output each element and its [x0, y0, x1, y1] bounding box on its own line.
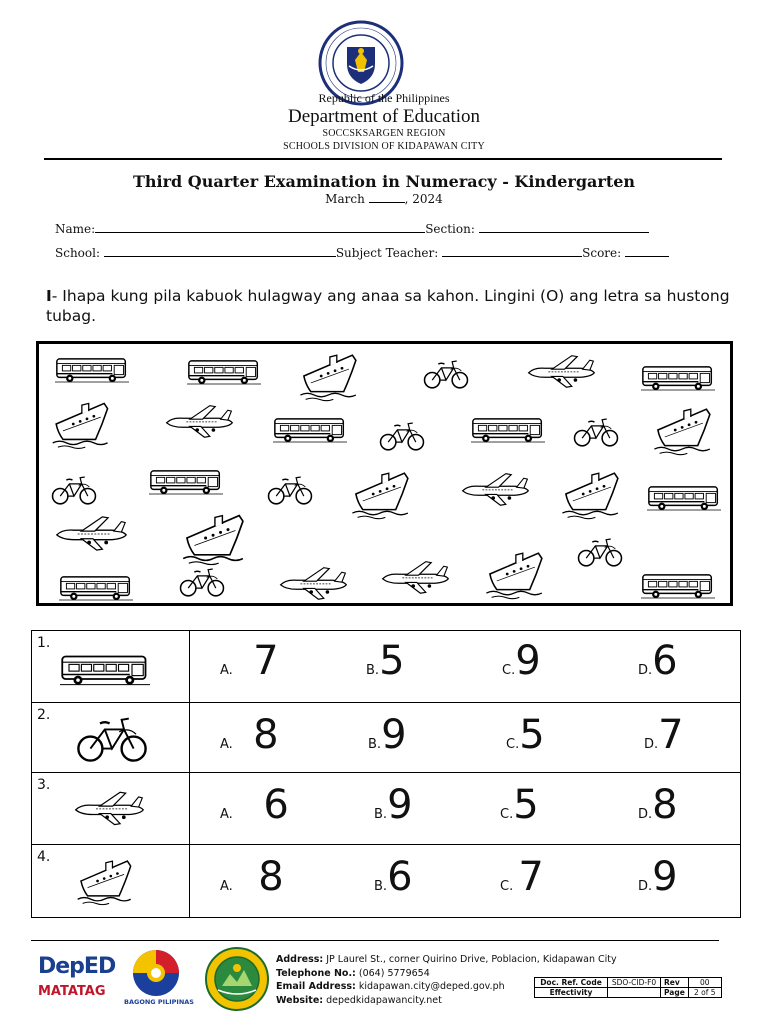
ship-icon [179, 510, 249, 566]
option-b[interactable]: B.9 [374, 782, 413, 828]
name-section-row [55, 222, 649, 236]
option-c[interactable]: C.5 [500, 782, 539, 828]
bicycle-icon [179, 564, 225, 600]
exam-title: Third Quarter Examination in Numeracy - Kindergarten [132, 172, 636, 191]
school-label: School: [55, 246, 100, 260]
footer-phone: Telephone No.: (064) 5779654 [276, 967, 430, 979]
footer-address: Address: JP Laurel St., corner Quirino Drive, Poblacion, Kidapawan City [276, 954, 617, 965]
ship-icon [483, 548, 547, 600]
ship-icon [559, 468, 623, 520]
bus-icon [471, 416, 545, 444]
exam-date-month: March [325, 192, 365, 206]
option-c[interactable]: C.5 [506, 712, 545, 758]
instruction-number: I [46, 287, 52, 305]
deped-logo-text: DepED [38, 954, 116, 979]
answers-table [31, 630, 741, 918]
ship-icon [76, 855, 134, 907]
doc-ref-code: SDO-CID-F0 [608, 978, 661, 988]
option-d[interactable]: D.8 [638, 782, 678, 828]
instruction-text: - Ihapa kung pila kabuok hulagway ang anaa sa kahon. Lingini (O) ang letra sa hustong tubag. [46, 287, 730, 325]
question-row [32, 703, 741, 773]
bagong-pilipinas-text: BAGONG PILIPINAS [124, 998, 194, 1006]
deped-matatag-logo [36, 950, 116, 1008]
bus-icon [60, 653, 150, 687]
option-d[interactable]: D.6 [638, 638, 678, 684]
airplane-icon [459, 470, 531, 508]
page-value: 2 of 5 [688, 988, 721, 998]
ship-icon [51, 398, 111, 450]
airplane-icon [72, 787, 146, 829]
effectivity-value [608, 988, 661, 998]
picture-box [36, 341, 733, 606]
doc-ref-table [534, 977, 722, 998]
bicycle-icon [577, 534, 623, 570]
option-a[interactable]: A. 8 [220, 854, 284, 900]
exam-date-year: , 2024 [404, 192, 443, 206]
option-c[interactable]: C. 7 [500, 854, 544, 900]
page-label: Page [661, 988, 689, 998]
airplane-icon [379, 558, 451, 596]
option-b[interactable]: B.9 [368, 712, 407, 758]
bicycle-icon [379, 418, 425, 454]
option-b[interactable]: B.6 [374, 854, 413, 900]
bicycle-icon [573, 414, 619, 450]
footer-website: Website: depedkidapawancity.net [276, 994, 442, 1006]
header-region: SOCCSKSARGEN REGION [322, 128, 446, 139]
footer-divider [31, 940, 719, 941]
question-row [32, 631, 741, 703]
bus-icon [641, 572, 715, 600]
doc-ref-code-label: Doc. Ref. Code [535, 978, 608, 988]
bicycle-icon [423, 356, 469, 392]
header-division: SCHOOLS DIVISION OF KIDAPAWAN CITY [283, 141, 485, 152]
instruction [46, 286, 736, 326]
airplane-icon [277, 564, 349, 602]
teacher-label: Subject Teacher: [335, 246, 439, 260]
teacher-field[interactable] [442, 246, 582, 257]
section-field[interactable] [479, 222, 649, 233]
option-d[interactable]: D.7 [644, 712, 684, 758]
header-department: Department of Education [287, 106, 481, 127]
question-number: 2. [37, 707, 51, 723]
option-b[interactable]: B.5 [366, 638, 405, 684]
bus-icon [273, 416, 347, 444]
bus-icon [187, 358, 261, 386]
bagong-pilipinas-emblem [128, 948, 184, 998]
date-blank[interactable] [369, 192, 405, 203]
bus-icon [55, 356, 129, 384]
option-a[interactable]: A. 6 [220, 782, 289, 828]
bicycle-icon [76, 711, 148, 767]
bus-icon [59, 574, 133, 602]
exam-date [0, 192, 768, 206]
section-label: Section: [425, 222, 475, 236]
rev-value: 00 [688, 978, 721, 988]
option-a[interactable]: A. 7 [220, 638, 279, 684]
bus-icon [149, 468, 223, 496]
option-c[interactable]: C.9 [502, 638, 541, 684]
bagong-pilipinas-logo [118, 948, 200, 1008]
division-seal-logo [204, 946, 270, 1012]
ship-icon [297, 350, 361, 402]
ship-icon [349, 468, 413, 520]
question-number: 3. [37, 777, 51, 793]
bicycle-icon [51, 472, 97, 508]
effectivity-label: Effectivity [535, 988, 608, 998]
score-field[interactable] [625, 246, 669, 257]
header-republic: Republic of the Philippines [318, 91, 450, 105]
bus-icon [641, 364, 715, 392]
matatag-logo-text: MATATAG [38, 984, 106, 999]
question-row [32, 773, 741, 845]
school-teacher-score-row [55, 246, 669, 260]
ship-icon [651, 404, 715, 456]
option-d[interactable]: D.9 [638, 854, 678, 900]
bus-icon [647, 484, 721, 512]
bicycle-icon [267, 472, 313, 508]
score-label: Score: [582, 246, 622, 260]
school-field[interactable] [104, 246, 336, 257]
question-number: 1. [37, 635, 51, 651]
option-a[interactable]: A. 8 [220, 712, 279, 758]
header-divider [44, 158, 722, 160]
rev-label: Rev [661, 978, 689, 988]
name-label: Name: [55, 222, 96, 236]
question-number: 4. [37, 849, 51, 865]
footer-email: Email Address: kidapawan.city@deped.gov.ph [276, 981, 505, 992]
name-field[interactable] [95, 222, 425, 233]
question-row [32, 845, 741, 918]
airplane-icon [163, 402, 235, 440]
airplane-icon [53, 514, 129, 552]
airplane-icon [525, 352, 597, 390]
